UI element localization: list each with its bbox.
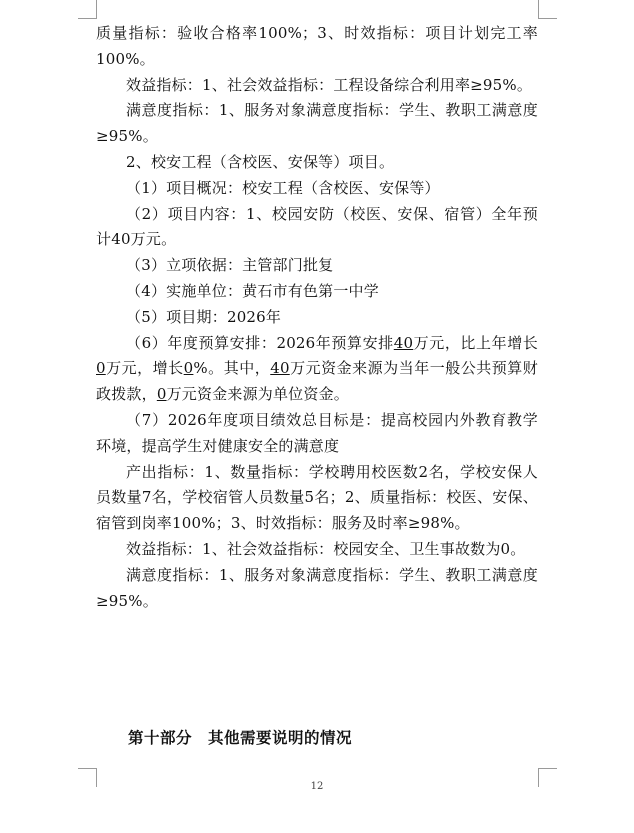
paragraph-implementing-unit: （4）实施单位：黄石市有色第一中学 bbox=[126, 281, 379, 300]
paragraph-benefit-indicator: 效益指标：1、社会效益指标：工程设备综合利用率≥95%。 bbox=[126, 75, 533, 94]
paragraph-satisfaction-indicator: 满意度指标：1、服务对象满意度指标：学生、教职工满意度≥95%。 bbox=[96, 101, 538, 146]
paragraph-satisfaction-indicator-2: 满意度指标：1、服务对象满意度指标：学生、教职工满意度≥95%。 bbox=[96, 565, 538, 610]
budget-public-amount: 40 bbox=[270, 359, 290, 378]
crop-mark-top-left bbox=[78, 0, 97, 19]
paragraph-project-basis: （3）立项依据：主管部门批复 bbox=[126, 256, 334, 275]
budget-text-2: 万元，增长 bbox=[105, 359, 184, 378]
paragraph-quality-indicator: 质量指标：验收合格率100%；3、时效指标：项目计划完工率100%。 bbox=[96, 24, 538, 68]
budget-text-3: %。其中， bbox=[193, 359, 271, 378]
paragraph-output-indicator: 产出指标：1、数量指标：学校聘用校医数2名，学校安保人员数量7名，学校宿管人员数量5名；2、质量指标：校医、安保、宿管到岗率100%；3、时效指标：服务及时率≥98%。 bbox=[96, 462, 538, 533]
budget-amount: 40 bbox=[393, 333, 414, 352]
paragraph-budget-arrangement bbox=[96, 331, 538, 408]
page-number: 12 bbox=[310, 781, 324, 792]
paragraph-project-period: （5）项目期：2026年 bbox=[126, 307, 282, 326]
budget-unit-amount: 0 bbox=[156, 385, 167, 404]
paragraph-project-overview: （1）项目概况：校安工程（含校医、安保等） bbox=[126, 178, 440, 197]
section-heading: 第十部分 其他需要说明的情况 bbox=[128, 729, 353, 747]
paragraph-performance-goal: （7）2026年度项目绩效总目标是：提高校园内外教育教学环境，提高学生对健康安全的满意度 bbox=[96, 410, 538, 455]
budget-prefix: （6）年度预算安排：2026年预算安排 bbox=[126, 333, 394, 352]
budget-increase-amount: 0 bbox=[96, 359, 106, 378]
budget-text-1: 万元，比上年增长 bbox=[413, 333, 538, 352]
budget-text-4: 万元资金来源为当年一般公共预算财政拨款， bbox=[96, 359, 538, 404]
paragraph-project-content: （2）项目内容：1、校园安防（校医、安保、宿管）全年预计40万元。 bbox=[96, 204, 538, 249]
paragraph-project-title: 2、校安工程（含校医、安保等）项目。 bbox=[126, 152, 395, 171]
budget-increase-pct: 0 bbox=[183, 359, 194, 378]
body-text bbox=[96, 21, 538, 614]
paragraph-benefit-indicator-2: 效益指标：1、社会效益指标：校园安全、卫生事故数为0。 bbox=[126, 539, 526, 558]
crop-mark-top-right bbox=[538, 0, 557, 19]
budget-suffix: 万元资金来源为单位资金。 bbox=[166, 385, 349, 404]
